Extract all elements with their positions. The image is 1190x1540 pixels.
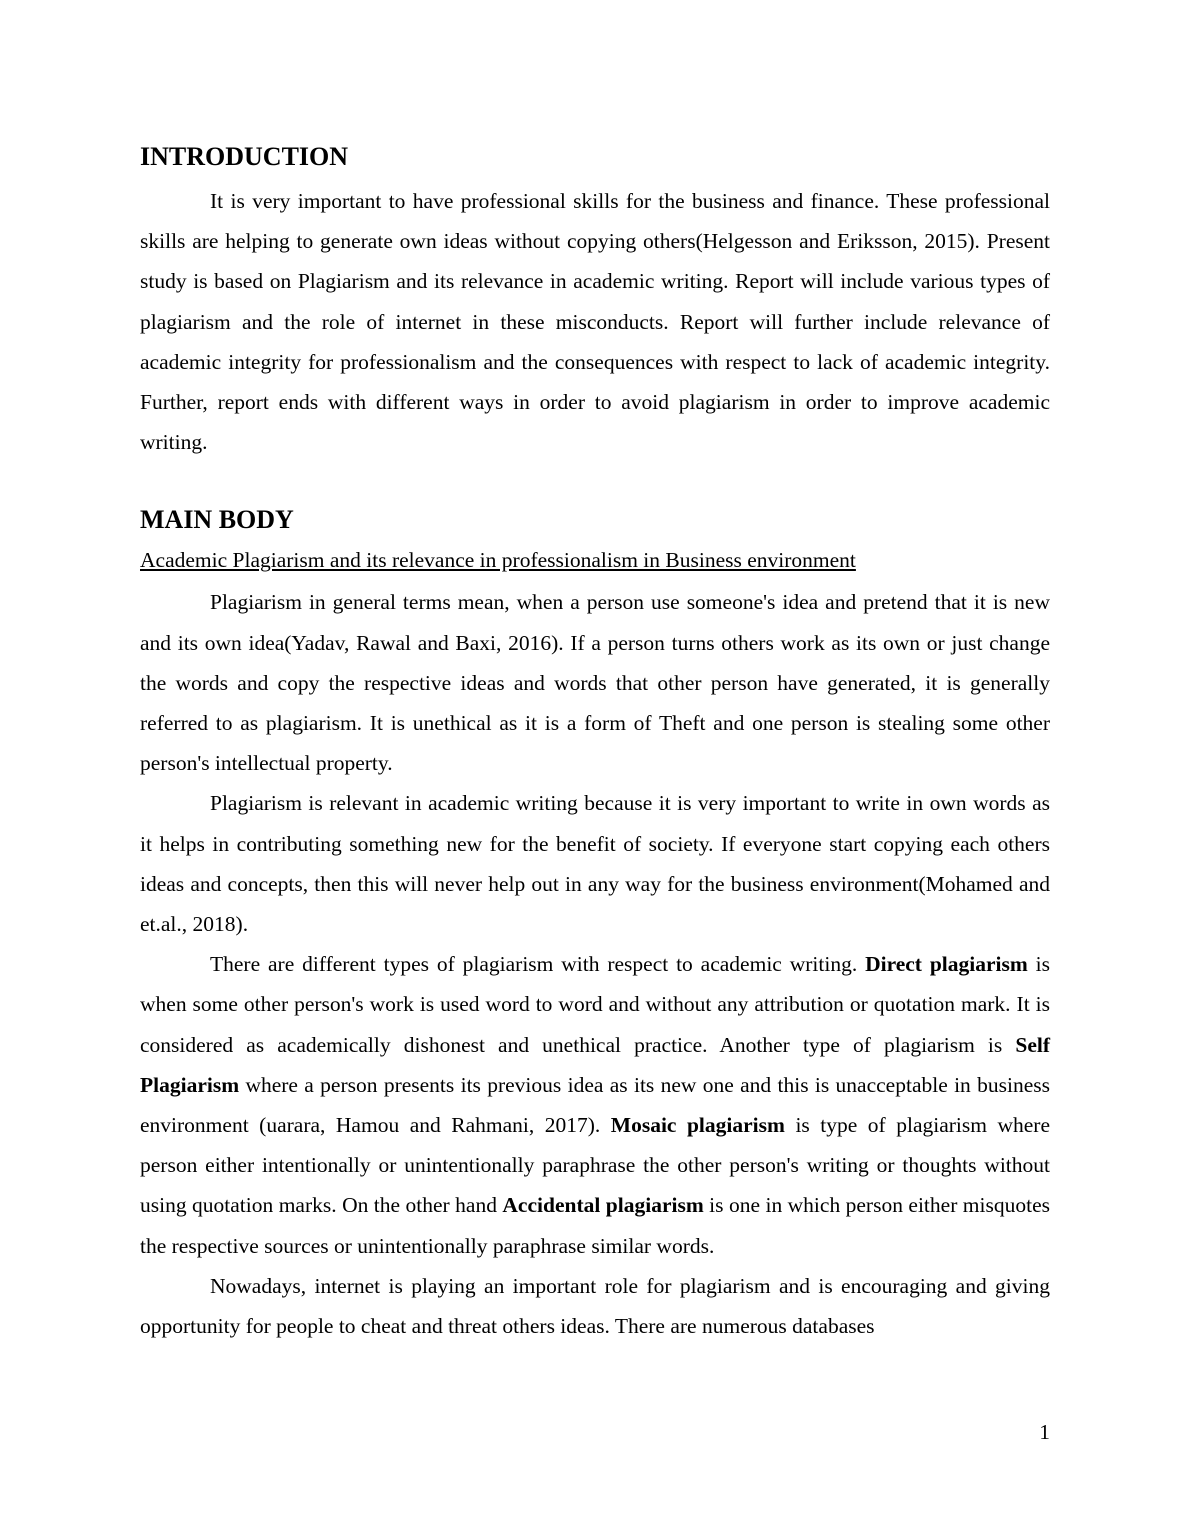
plagiarism-definition-paragraph: Plagiarism in general terms mean, when a person use someone's idea and pretend that it is new and its own idea(Yadav, Rawal and Baxi, 2016). If a person turns others work as its own or just change the words and copy the respective ideas and words that other person have generated, it is generally referred to as plagiarism. It is unethical as it is a form of Theft and one person is stealing some other person's intellectual property.	[140, 590, 1050, 776]
internet-role-paragraph: Nowadays, internet is playing an important role for plagiarism and is encouraging and giving opportunity for people to cheat and threat others ideas. There are numerous databases	[140, 1273, 1050, 1339]
term-self-plagiarism: Self Plagiarism	[140, 1032, 1050, 1097]
main-body-heading: MAIN BODY	[140, 505, 294, 535]
types-text-5: is one in which person either misquotes the respective sources or unintentionally paraphrase similar words.	[140, 1193, 1051, 1258]
term-accidental-plagiarism: Accidental plagiarism	[502, 1193, 704, 1218]
types-text-4: is type of plagiarism where person either intentionally or unintentionally paraphrase the other person's writing or thoughts without using quotation marks. On the other hand	[140, 1113, 1051, 1218]
plagiarism-relevance-paragraph: Plagiarism is relevant in academic writing because it is very important to write in own words as it helps in contributing something new for the benefit of society. If everyone start copying each others ideas and concepts, then this will never help out in any way for the business environment(Mohamed and et.al., 2018).	[140, 791, 1050, 937]
term-direct-plagiarism: Direct plagiarism	[865, 952, 1028, 977]
section-subheading: Academic Plagiarism and its relevance in professionalism in Business environment	[140, 548, 856, 573]
types-text-3: where a person presents its previous idea as its new one and this is unacceptable in business environment (uarara, Hamou and Rahmani, 2017).	[140, 1072, 1050, 1138]
types-text-1: There are different types of plagiarism with respect to academic writing.	[210, 952, 866, 977]
types-text-2: is when some other person's work is used word to word and without any attribution or quotation mark. It is considered as academically dishonest and unethical practice. Another type of plagiarism is	[140, 952, 1050, 1057]
introduction-paragraph: It is very important to have professional skills for the business and finance. These professional skills are helping to generate own ideas without copying others(Helgesson and Eriksson, 2015). Present study is based on Plagiarism and its relevance in academic writing. Report will include various types of plagiarism and the role of internet in these misconducts. Report will further include relevance of academic integrity for professionalism and the consequences with respect to lack of academic integrity. Further, report ends with different ways in order to avoid plagiarism in order to improve academic writing.	[140, 189, 1050, 455]
plagiarism-types-paragraph	[140, 944, 1050, 1266]
page-content	[140, 139, 1050, 1346]
page-number: 1	[1039, 1420, 1050, 1444]
term-mosaic-plagiarism: Mosaic plagiarism	[610, 1113, 785, 1138]
introduction-heading: INTRODUCTION	[140, 142, 349, 171]
